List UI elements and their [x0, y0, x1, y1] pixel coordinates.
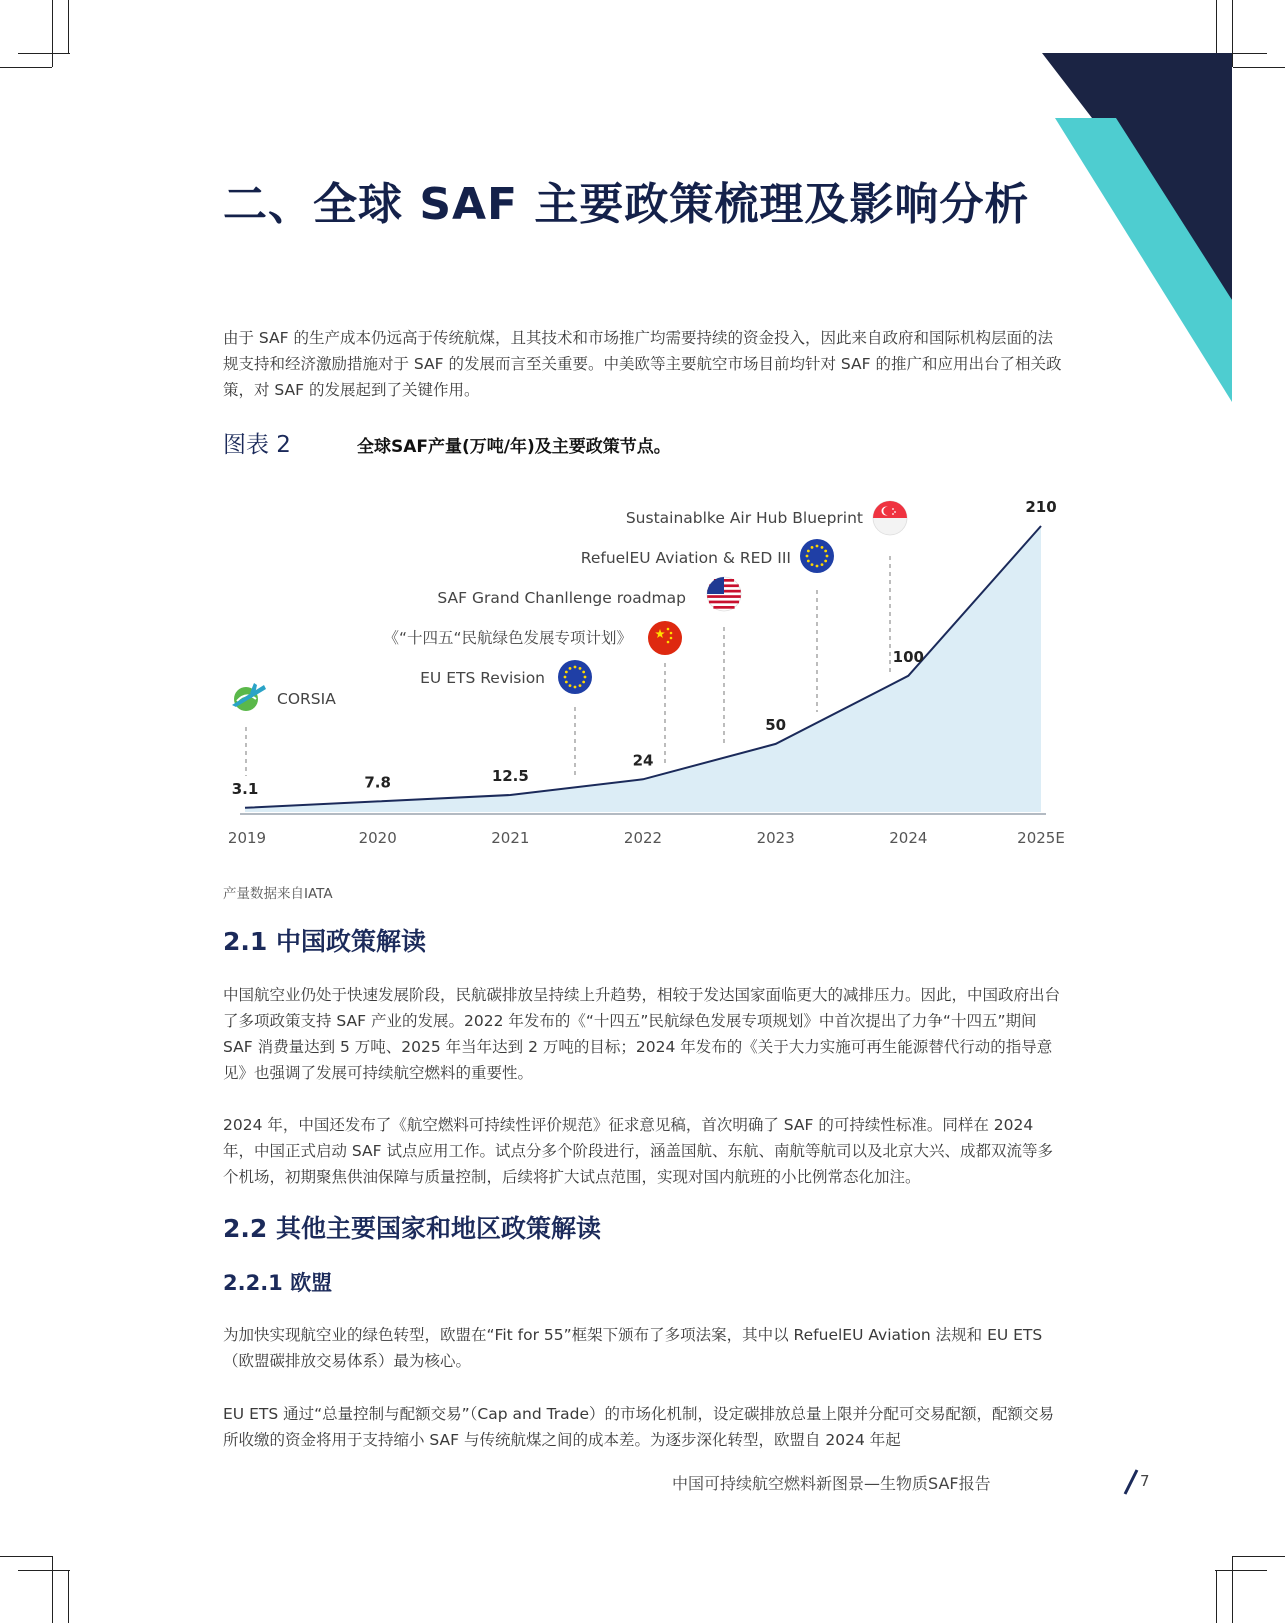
annotation-label: RefuelEU Aviation & RED III: [580, 549, 791, 567]
data-label: 7.8: [364, 773, 391, 792]
annotation-label: SAF Grand Chanllenge roadmap: [437, 589, 686, 607]
crop-mark: [1232, 1556, 1233, 1623]
intro-paragraph: 由于 SAF 的生产成本仍远高于传统航煤，且其技术和市场推广均需要持续的资金投入，因此来自政府和国际机构层面的法规支持和经济激励措施对于 SAF 的发展而言至关重要。中美欧等主要航空市场目前均针对 SAF 的推广和应用出台了相关政策，对 SAF 的发展起到了关键作用。: [223, 329, 1062, 399]
policy-annotation: [232, 683, 336, 776]
section-2-2-paragraph-2: EU ETS 通过“总量控制与配额交易”（Cap and Trade）的市场化机制，设定碳排放总量上限并分配可交易配额，配额交易所收缴的资金将用于支持缩小 SAF 与传统航煤之间的成本差。为逐步深化转型，欧盟自 2024 年起: [223, 1405, 1055, 1449]
x-tick-label: 2020: [358, 829, 397, 847]
x-tick-label: 2021: [491, 829, 530, 847]
x-tick-label: 2025E: [1017, 829, 1065, 847]
figure-title: 全球SAF产量(万吨/年)及主要政策节点。: [357, 437, 671, 457]
footer-report-title: 中国可持续航空燃料新图景—生物质SAF报告: [672, 1474, 991, 1493]
section-2-2-paragraph-1: 为加快实现航空业的绿色转型，欧盟在“Fit for 55”框架下颁布了多项法案，其中以 RefuelEU Aviation 法规和 EU ETS （欧盟碳排放交易体系）最为核心。: [223, 1326, 1043, 1370]
corsia-plane-icon: [232, 683, 266, 711]
singapore-flag-icon: [873, 501, 907, 535]
section-heading-2-1: 2.1 中国政策解读: [223, 927, 426, 956]
eu-flag-icon: [800, 539, 834, 573]
x-tick-label: 2019: [227, 829, 267, 847]
data-label: 100: [892, 647, 924, 666]
policy-annotation: [383, 621, 682, 766]
china-flag-icon: [648, 621, 682, 655]
policy-annotation: [437, 577, 741, 746]
policy-annotation: [581, 539, 834, 712]
crop-mark: [52, 1556, 53, 1623]
section-2-1-paragraph-1: 中国航空业仍处于快速发展阶段，民航碳排放呈持续上升趋势，相较于发达国家面临更大的减排压力。因此，中国政府出台了多项政策支持 SAF 产业的发展。2022 年发布的《“十四五”民航绿色发展专项规划》中首次提出了力争“十四五”期间 SAF 消费量达到 5 万吨、2025 年当年达到 2 万吨的目标；2024 年发布的《关于大力实施可再生能源替代行动的指导意见》也强调了发展可持续航空燃料的重要性。: [223, 986, 1061, 1082]
page-slash-icon: [1122, 1468, 1140, 1496]
crop-mark: [1215, 1570, 1267, 1571]
annotation-label: CORSIA: [277, 690, 336, 708]
annotation-label: 《“十四五“民航绿色发展专项计划》: [383, 629, 632, 647]
policy-annotation: [420, 660, 592, 776]
x-tick-label: 2023: [756, 829, 795, 847]
annotation-label: EU ETS Revision: [420, 669, 545, 687]
data-label: 24: [632, 751, 654, 770]
eu-flag-icon: [558, 660, 592, 694]
section-2-1-paragraph-2: 2024 年，中国还发布了《航空燃料可持续性评价规范》征求意见稿，首次明确了 SAF 的可持续性标准。同样在 2024 年，中国正式启动 SAF 试点应用工作。试点分多个阶段进行，涵盖国航、东航、南航等航司以及北京大兴、成都双流等多个机场，初期聚焦供油保障与质量控制，后续将扩大试点范围，实现对国内航班的小比例常态化加注。: [223, 1116, 1054, 1186]
source-note: 产量数据来自IATA: [223, 886, 333, 902]
crop-mark: [68, 1570, 69, 1623]
crop-mark: [0, 1556, 52, 1557]
data-label: 3.1: [231, 779, 259, 798]
x-tick-label: 2022: [623, 829, 663, 847]
data-label: 50: [765, 715, 787, 734]
crop-mark: [1216, 1570, 1217, 1623]
page-title: 二、全球 SAF 主要政策梳理及影响分析: [223, 179, 1030, 230]
data-label: 210: [1025, 498, 1057, 516]
data-label: 12.5: [491, 766, 529, 785]
crop-mark: [1233, 1556, 1285, 1557]
figure-label: 图表 2: [223, 432, 291, 458]
page-number: 7: [1140, 1472, 1150, 1490]
x-tick-label: 2024: [889, 829, 928, 847]
us-flag-icon: [707, 577, 741, 611]
section-heading-2-2: 2.2 其他主要国家和地区政策解读: [223, 1214, 601, 1243]
annotation-label: Sustainablke Air Hub Blueprint: [625, 509, 863, 527]
subsection-heading-2-2-1: 2.2.1 欧盟: [223, 1271, 333, 1295]
crop-mark: [18, 1570, 70, 1571]
